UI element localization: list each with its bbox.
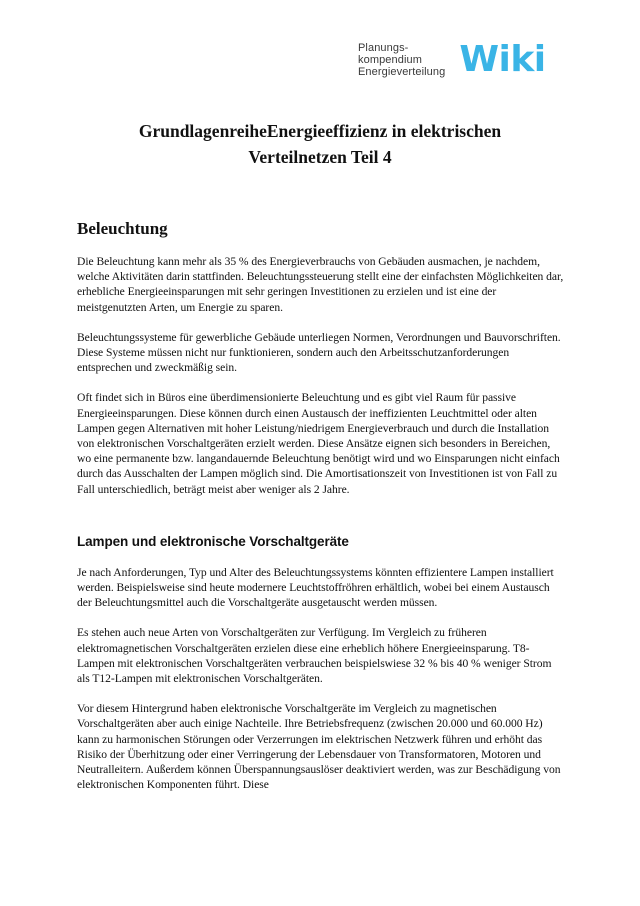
logo-line-2: kompendium [358, 54, 422, 66]
paragraph: Je nach Anforderungen, Typ und Alter des Beleuchtungssystems könnten effizientere Lampen installiert werden. Beispielsweise sind heute modernere Leuchtstoffröhren erhältlich, wobei bei einem Austausch der Beleuchtungsmittel auch die Vorschaltgeräte ausgetauscht werden müssen. [77, 565, 554, 610]
section-heading-beleuchtung: Beleuchtung [77, 219, 168, 238]
document-title [60, 118, 580, 170]
logo-line-3: Energieverteilung [358, 66, 446, 78]
paragraph: Beleuchtungssysteme für gewerbliche Gebäude unterliegen Normen, Verordnungen und Bauvorschriften. Diese Systeme müssen nicht nur funktionieren, sondern auch den Arbeitsschutzanforderungen entsprechen und zweckmäßig sein. [77, 330, 561, 375]
logo [358, 39, 546, 80]
document-body [77, 218, 565, 807]
logo-line-1: Planungs- [358, 42, 409, 54]
paragraph: Die Beleuchtung kann mehr als 35 % des Energieverbrauchs von Gebäuden ausmachen, je nachdem, welche Aktivitäten darin stattfinden. Beleuchtungssteuerung stellt eine der einfachsten Möglichkeiten dar, erhebliche Energieeinsparungen mit sehr geringen Investitionen zu erzielen und ist eine der meistgenutzten Arten, um Energie zu sparen. [77, 255, 564, 314]
paragraph: Oft findet sich in Büros eine überdimensionierte Beleuchtung und es gibt viel Raum für passive Energieeinsparungen. Diese können durch einen Austausch der ineffizienten Leuchtmittel oder alten Lampen gegen Alternativen mit hoher Leistung/niedrigem Energieverbrauch und durch die Installation von elektronischen Vorschaltgeräten erzielt werden. Diese Ansätze eignen sich besonders in Bereichen, wo eine permanente bzw. langandauernde Beleuchtung benötigt wird und wo Einsparungen nicht einfach durch das Ausschalten der Lampen möglich sind. Die Amortisationszeit von Investitionen ist von Fall zu Fall unterschiedlich, beträgt meist aber weniger als 2 Jahre. [77, 391, 560, 496]
section-heading-lampen: Lampen und elektronische Vorschaltgeräte [77, 533, 349, 549]
title-line-2: Verteilnetzen Teil 4 [248, 147, 392, 167]
logo-text [358, 42, 445, 78]
paragraph: Vor diesem Hintergrund haben elektronische Vorschaltgeräte im Vergleich zu magnetischen Vorschaltgeräten aber auch einige Nachteile. Ihre Betriebsfrequenz (zwischen 20.000 und 60.000 Hz) kann zu harmonischen Störungen oder Verzerrungen im elektrischen Netzwerk führen und erhöht das Risiko der Überhitzung oder einer Verringerung der Lebensdauer von Transformatoren, Motoren und Neutralleitern. Außerdem können Überspannungsauslöser deaktiviert werden, was zur Beschädigung von elektronischen Komponenten führt. Diese [77, 702, 561, 792]
logo-wiki: Wiki [459, 39, 546, 80]
paragraph: Es stehen auch neue Arten von Vorschaltgeräten zur Verfügung. Im Vergleich zu früheren elektromagnetischen Vorschaltgeräten erzielen diese eine erheblich höhere Energieeinsparung. T8-Lampen mit elektronischen Vorschaltgeräten verbrauchen beispielswiese 32 % bis 40 % weniger Strom als T12-Lampen mit elektronischen Vorschaltgeräten. [77, 626, 552, 686]
title-line-1: GrundlagenreiheEnergieeffizienz in elektrischen [138, 121, 502, 141]
